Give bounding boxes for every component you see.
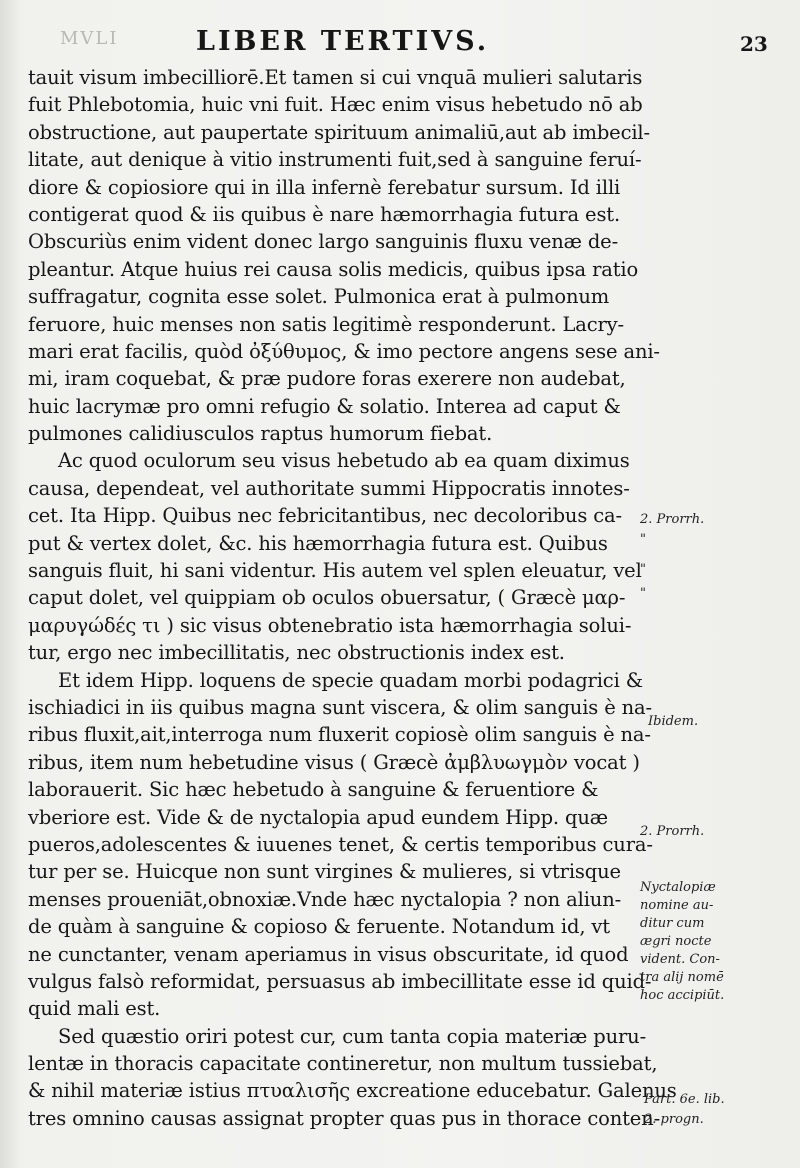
margin-note: Nyctalopiæ xyxy=(640,880,716,895)
text-line: & nihil materiæ istius πτυαλισῆς excreatione educebatur. Galenus xyxy=(28,1079,677,1103)
text-line: μαρυγώδές τι ) sic visus obtenebratio ista hæmorrhagia solui- xyxy=(28,613,632,637)
text-line: ne cunctanter, venam aperiamus in visus obscuritate, id quod xyxy=(28,942,629,966)
margin-note: " xyxy=(640,562,646,577)
text-line: pulmones calidiusculos raptus humorum fiebat. xyxy=(28,422,493,446)
text-line: Obscuriùs enim vident donec largo sanguinis fluxu venæ de- xyxy=(28,230,619,254)
text-line: huic lacrymæ pro omni refugio & solatio. Interea ad caput & xyxy=(28,394,621,418)
page-number: 23 xyxy=(740,32,768,56)
bleed-through-text: MVLI xyxy=(60,28,119,49)
text-line: caput dolet, vel quippiam ob oculos obuersatur, ( Græcè μαρ- xyxy=(28,586,626,610)
text-line: ischiadici in iis quibus magna sunt viscera, & olim sanguis è na- xyxy=(28,695,652,719)
paragraph-start-line: Sed quæstio oriri potest cur, cum tanta copia materiæ puru- xyxy=(58,1024,647,1048)
text-line: tur, ergo nec imbecillitatis, nec obstructionis index est. xyxy=(28,641,565,665)
paragraph-start-line: Ac quod oculorum seu visus hebetudo ab ea quam diximus xyxy=(58,449,630,473)
text-line: fuit Phlebotomia, huic vni fuit. Hæc enim visus hebetudo nō ab xyxy=(28,93,643,117)
text-line: tauit visum imbecilliorē.Et tamen si cui vnquā mulieri salutaris xyxy=(28,66,643,89)
text-line: suffragatur, cognita esse solet. Pulmonica erat à pulmonum xyxy=(28,285,610,309)
running-title: LIBER TERTIVS. xyxy=(196,26,490,57)
paragraph-start-line: Et idem Hipp. loquens de specie quadam morbi podagrici & xyxy=(58,668,643,692)
margin-note: tra alij nomē xyxy=(640,970,724,985)
text-line: causa, dependeat, vel authoritate summi Hippocratis innotes- xyxy=(28,476,630,500)
text-line: ribus fluxit,ait,interroga num fluxerit copiosè olim sanguis è na- xyxy=(28,723,651,747)
margin-note: Ibidem. xyxy=(648,714,699,729)
text-line: laborauerit. Sic hæc hebetudo à sanguine & feruentiore & xyxy=(28,778,599,802)
text-line: ribus, item num hebetudine visus ( Græcè ἀμβλυωγμὸν vocat ) xyxy=(28,750,640,774)
text-line: diore & copiosiore qui in illa infernè ferebatur sursum. Id illi xyxy=(28,175,621,199)
text-line: litate, aut denique à vitio instrumenti fuit,sed à sanguine feruí- xyxy=(28,148,642,172)
text-line: vberiore est. Vide & de nyctalopia apud eundem Hipp. quæ xyxy=(28,805,608,829)
text-line: put & vertex dolet, &c. his hæmorrhagia futura est. Quibus xyxy=(28,531,608,555)
text-line: pueros,adolescentes & iuuenes tenet, & certis temporibus cura- xyxy=(28,832,653,856)
text-line: lentæ in thoracis capacitate contineretur, non multum tussiebat, xyxy=(28,1052,658,1076)
margin-note: 2. Prorrh. xyxy=(640,824,705,839)
text-line: menses proueniāt,obnoxiæ.Vnde hæc nyctalopia ? non aliun- xyxy=(28,887,622,911)
margin-note: ditur cum xyxy=(640,916,705,931)
margin-note: hoc accipiūt. xyxy=(640,988,725,1003)
margin-note: " xyxy=(640,586,646,601)
margin-note: 2. Prorrh. xyxy=(640,512,705,527)
page-header xyxy=(0,20,800,60)
margin-note: " xyxy=(640,532,646,547)
margin-note: Part. 6e. lib. xyxy=(644,1092,725,1107)
text-line: contigerat quod & iis quibus è nare hæmorrhagia futura est. xyxy=(28,202,621,226)
margin-note: vident. Con- xyxy=(640,952,720,967)
margin-note: ægri nocte xyxy=(640,934,712,949)
text-line: tur per se. Huicque non sunt virgines & mulieres, si vtrisque xyxy=(28,860,621,884)
text-line: mari erat facilis, quòd ὀξύθυμος, & imo pectore angens sese ani- xyxy=(28,339,660,363)
text-line: vulgus falsò reformidat, persuasus ab imbecillitate esse id quid- xyxy=(28,969,652,993)
text-line: quid mali est. xyxy=(28,997,161,1021)
text-line: tres omnino causas assignat propter quas pus in thorace conten- xyxy=(28,1106,661,1130)
text-line: obstructione, aut paupertate spirituum animaliū,aut ab imbecil- xyxy=(28,120,650,144)
text-line: mi, iram coquebat, & præ pudore foras exerere non audebat, xyxy=(28,367,626,391)
text-line: feruore, huic menses non satis legitimè responderunt. Lacry- xyxy=(28,312,624,336)
margin-note: nomine au- xyxy=(640,898,714,913)
margin-note: 2. progn. xyxy=(644,1112,704,1127)
text-line: de quàm à sanguine & copioso & feruente. Notandum id, vt xyxy=(28,915,610,939)
text-line: pleantur. Atque huius rei causa solis medicis, quibus ipsa ratio xyxy=(28,257,639,281)
text-line: sanguis fluit, hi sani videntur. His autem vel splen eleuatur, vel xyxy=(28,559,642,583)
text-line: cet. Ita Hipp. Quibus nec febricitantibus, nec decoloribus ca- xyxy=(28,504,622,528)
